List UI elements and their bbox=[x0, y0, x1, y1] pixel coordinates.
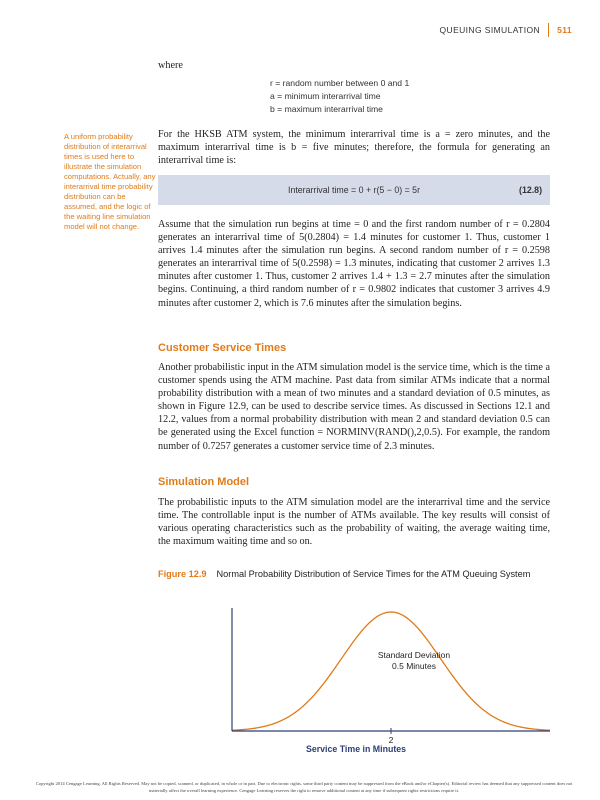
variable-definitions bbox=[270, 77, 409, 116]
paragraph-interarrival: For the HKSB ATM system, the minimum interarrival time is a = zero minutes, and the maximum interarrival time is b = five minutes; therefore, the formula for generating an interarrival time is: bbox=[158, 129, 550, 167]
margin-note: A uniform probability distribution of interarrival times is used here to illustrate the simulation computations. Actually, any interarrival time probability distribution can be assumed, and the logic of the waiting line simulation model will not change. bbox=[64, 132, 156, 231]
page-number: 511 bbox=[557, 25, 572, 35]
std-dev-annotation-line1: Standard Deviation bbox=[377, 650, 451, 660]
equation-number: (12.8) bbox=[519, 185, 542, 195]
running-title: QUEUING SIMULATION bbox=[439, 25, 541, 35]
copyright-notice: Copyright 2014 Cengage Learning. All Rights Reserved. May not be copied, scanned, or duplicated, in whole or in part. Due to electronic rights, some third party content may be suppressed from the eBook and/or eChapter(s). Editorial review has deemed that any suppressed content does not materially affect the overall learning experience. Cengage Learning reserves the right to remove additional content at any time if subsequent rights restrictions require it. bbox=[35, 781, 573, 793]
definition-b: b = maximum interarrival time bbox=[270, 104, 383, 114]
where-label: where bbox=[158, 60, 183, 71]
paragraph-simulation-model: The probabilistic inputs to the ATM simulation model are the interarrival time and the service time. The controllable input is the number of ATMs available. The key results will consist of various operating characteristics such as the probability of waiting, the average waiting time, the maximum waiting time and so on. bbox=[158, 497, 550, 548]
definition-r: r = random number between 0 and 1 bbox=[270, 78, 410, 88]
normal-curve bbox=[232, 612, 550, 730]
paragraph-arrivals: Assume that the simulation run begins at time = 0 and the first random number of r = 0.2804 generates an interarrival time of 5(0.2804) = 1.4 minutes for customer 1. Thus, customer 1 arrives 1.4 minutes after the simulation run begins. A second random number of r = 0.2598 generates an interarrival time of 5(0.2598) = 1.3 minutes, indicating that customer 2 arrives 1.3 minutes after customer 1. Thus, customer 2 arrives 1.4 + 1.3 = 2.7 minutes after the simulation begins. Continuing, a third random number of r = 0.9802 indicates that customer 3 arrives 4.9 minutes after customer 2, which is 7.6 minutes after the simulation begins. bbox=[158, 219, 550, 309]
normal-distribution-chart bbox=[150, 600, 570, 760]
equation-box bbox=[158, 175, 550, 205]
figure-caption bbox=[158, 568, 552, 580]
heading-customer-service-times: Customer Service Times bbox=[158, 342, 287, 354]
x-tick-label-mean: 2 bbox=[388, 735, 394, 745]
running-header bbox=[440, 23, 572, 37]
equation-text: Interarrival time = 0 + r(5 − 0) = 5r bbox=[288, 185, 421, 195]
definition-a: a = minimum interarrival time bbox=[270, 91, 381, 101]
header-divider bbox=[548, 23, 549, 37]
paragraph-service-times: Another probabilistic input in the ATM simulation model is the service time, which is the time a customer spends using the ATM machine. Past data from similar ATMs indicate that a normal probability distribution with a mean of two minutes and a standard deviation of 0.5 minutes, as shown in Figure 12.9, can be used to describe service times. As discussed in Sections 12.1 and 12.2, values from a normal probability distribution with mean 2 and standard deviation 0.5 can be generated using the Excel function = NORMINV(RAND(),2,0.5). For example, the random number of 0.7257 generates a customer service time of 2.3 minutes. bbox=[158, 362, 550, 452]
std-dev-annotation-line2: 0.5 Minutes bbox=[392, 661, 436, 671]
x-axis-label: Service Time in Minutes bbox=[305, 744, 407, 754]
heading-simulation-model: Simulation Model bbox=[158, 476, 250, 488]
figure-label: Figure 12.9 bbox=[158, 569, 207, 579]
figure-title: Normal Probability Distribution of Service Times for the ATM Queuing System bbox=[216, 569, 531, 579]
